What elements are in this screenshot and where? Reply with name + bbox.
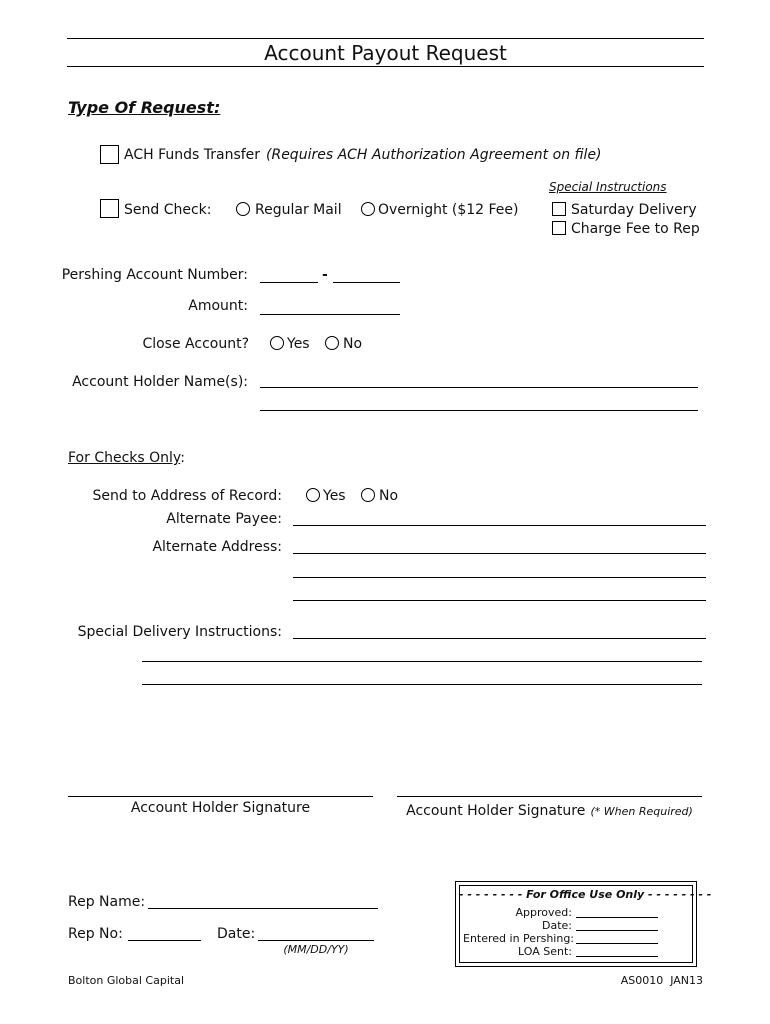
pershing-account-label: Pershing Account Number: <box>61 267 248 283</box>
title-top-rule <box>67 38 704 39</box>
holder-signature-label: Account Holder Signature <box>130 800 311 816</box>
close-account-yes-radio[interactable] <box>270 336 284 350</box>
amount-field[interactable] <box>260 314 400 315</box>
charge-fee-label: Charge Fee to Rep <box>571 221 700 237</box>
send-to-address-no-radio[interactable] <box>361 488 375 502</box>
checks-only-heading <box>68 450 185 466</box>
title-bottom-rule <box>67 66 704 67</box>
office-entered-field[interactable] <box>576 943 658 944</box>
footer-form-code: AS0010 JAN13 <box>620 974 703 987</box>
type-of-request-heading: Type Of Request: <box>68 98 221 117</box>
special-delivery-field-3[interactable] <box>142 684 702 685</box>
send-check-checkbox[interactable] <box>100 199 119 218</box>
alternate-payee-field[interactable] <box>293 525 706 526</box>
holder-signature-2-caption <box>397 800 702 819</box>
saturday-delivery-label: Saturday Delivery <box>571 202 697 218</box>
close-account-no-radio[interactable] <box>325 336 339 350</box>
special-delivery-label: Special Delivery Instructions: <box>77 624 282 640</box>
office-entered-label: Entered in Pershing: <box>463 932 575 945</box>
office-loa-label: LOA Sent: <box>518 945 572 958</box>
ach-checkbox[interactable] <box>100 145 119 164</box>
rep-date-label: Date: <box>217 926 256 942</box>
overnight-label: Overnight ($12 Fee) <box>378 202 519 218</box>
charge-fee-checkbox[interactable] <box>552 221 566 235</box>
checks-only-heading-colon: : <box>180 450 185 466</box>
overnight-radio[interactable] <box>361 202 375 216</box>
alternate-payee-label: Alternate Payee: <box>166 511 282 527</box>
office-date-label: Date: <box>542 919 572 932</box>
footer-company: Bolton Global Capital <box>68 974 184 987</box>
close-account-label: Close Account? <box>142 336 249 352</box>
account-holder-names-field-1[interactable] <box>260 387 698 388</box>
rep-name-label: Rep Name: <box>68 894 146 910</box>
when-required-note: (* When Required) <box>590 805 693 818</box>
page-title: Account Payout Request <box>264 41 507 65</box>
office-approved-field[interactable] <box>576 917 658 918</box>
close-account-yes-label: Yes <box>287 336 310 352</box>
rep-date-format: (MM/DD/YY) <box>283 943 349 956</box>
regular-mail-label: Regular Mail <box>255 202 342 218</box>
rep-name-field[interactable] <box>148 908 378 909</box>
saturday-delivery-checkbox[interactable] <box>552 202 566 216</box>
regular-mail-radio[interactable] <box>236 202 250 216</box>
holder-signature-line[interactable] <box>68 796 373 797</box>
amount-label: Amount: <box>188 298 248 314</box>
checks-only-heading-text: For Checks Only <box>68 450 181 466</box>
holder-signature-2-line[interactable] <box>397 796 702 797</box>
alternate-address-field-1[interactable] <box>293 553 706 554</box>
pershing-account-field-2[interactable] <box>333 282 400 283</box>
send-check-label: Send Check: <box>124 202 212 218</box>
special-delivery-field-1[interactable] <box>293 638 706 639</box>
office-approved-label: Approved: <box>515 906 572 919</box>
close-account-no-label: No <box>343 336 363 352</box>
rep-no-label: Rep No: <box>68 926 123 942</box>
special-instructions-heading: Special Instructions <box>549 180 667 194</box>
pershing-account-field-1[interactable] <box>260 282 318 283</box>
rep-no-field[interactable] <box>128 940 201 941</box>
alternate-address-field-3[interactable] <box>293 600 706 601</box>
alternate-address-field-2[interactable] <box>293 577 706 578</box>
account-holder-names-field-2[interactable] <box>260 410 698 411</box>
send-to-address-yes-label: Yes <box>323 488 346 504</box>
holder-signature-2-label: Account Holder Signature <box>406 803 586 819</box>
office-use-heading: - - - - - - - - For Office Use Only - - - - - - - - <box>459 888 712 901</box>
ach-note: (Requires ACH Authorization Agreement on file) <box>266 147 602 163</box>
special-delivery-field-2[interactable] <box>142 661 702 662</box>
send-to-address-label: Send to Address of Record: <box>92 488 282 504</box>
send-to-address-no-label: No <box>379 488 399 504</box>
send-to-address-yes-radio[interactable] <box>306 488 320 502</box>
office-date-field[interactable] <box>576 930 658 931</box>
alternate-address-label: Alternate Address: <box>152 539 282 555</box>
rep-date-field[interactable] <box>258 940 374 941</box>
ach-label: ACH Funds Transfer <box>124 147 261 163</box>
account-holder-names-label: Account Holder Name(s): <box>72 374 248 390</box>
pershing-account-separator: - <box>322 267 328 283</box>
office-loa-field[interactable] <box>576 956 658 957</box>
